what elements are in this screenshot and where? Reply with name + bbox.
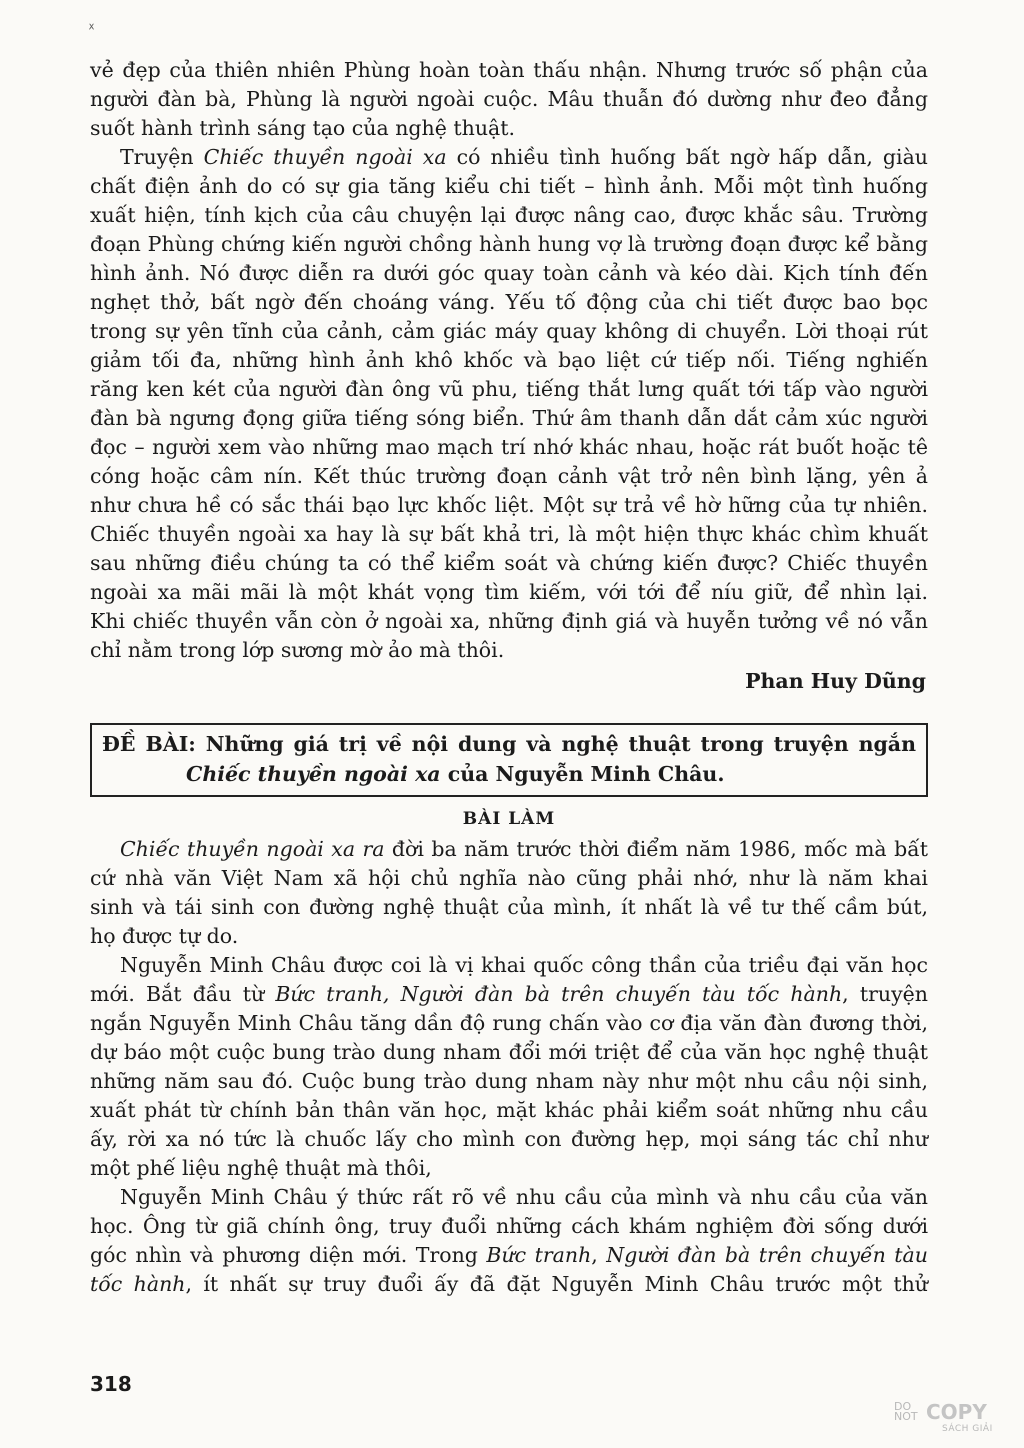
assignment-box [90, 723, 928, 797]
watermark-text: COPY [926, 1400, 987, 1424]
assignment-label: ĐỀ BÀI: [102, 732, 196, 756]
text-line: đọc – người xem vào những mao mạch trí nhớ khác nhau, hoặc rát buốt hoặc tê [90, 435, 928, 459]
text-line: hình ảnh. Nó được diễn ra dưới góc quay toàn cảnh và kéo dài. Kịch tính đến [90, 261, 928, 285]
text-line: một phế liệu nghệ thuật mà thôi, [90, 1156, 432, 1180]
text-line: Nguyễn Minh Châu được coi là vị khai quốc công thần của triều đại văn học [120, 953, 928, 977]
work-title: Bức tranh [486, 1243, 592, 1267]
watermark-text: SÁCH GIẢI [942, 1424, 993, 1434]
essay-paragraph-3 [90, 1183, 928, 1299]
assignment-line [102, 729, 916, 759]
text-line: người đàn bà, Phùng là người ngoài cuộc. Mâu thuẫn đó dường như đeo đẳng [90, 87, 928, 111]
text-line: cứ nhà văn Việt Nam xã hội chủ nghĩa nào cũng phải nhớ, như là năm khai [90, 866, 928, 890]
watermark-logo [894, 1400, 998, 1438]
essay-heading: BÀI LÀM [462, 809, 556, 829]
text-line: học. Ông từ giã chính ông, truy đuổi những cách khám nghiệm đời sống dưới [90, 1214, 928, 1238]
text-line: những năm sau đó. Cuộc bung trào dung nham này như một nhu cầu nội sinh, [90, 1069, 928, 1093]
text-line: Chiếc thuyền ngoài xa hay là sự bất khả tri, là một hiện thực khác chìm khuất [90, 522, 928, 546]
page-number: 318 [90, 1372, 132, 1396]
assignment-text: của Nguyễn Minh Châu. [440, 762, 725, 786]
text-line [90, 1270, 928, 1299]
text-line: chỉ nằm trong lớp sương mờ ảo mà thôi. [90, 638, 505, 662]
work-title: tốc hành [90, 1272, 186, 1296]
text-fragment: , ít nhất sự truy đuổi ấy đã đặt Nguyễn Minh Châu trước một thử [185, 1272, 928, 1296]
work-title: Bức tranh, Người đàn bà trên chuyến tàu tốc hành [275, 982, 843, 1006]
text-line: Nguyễn Minh Châu ý thức rất rõ về nhu cầu của mình và nhu cầu của văn [120, 1185, 928, 1209]
work-title: Chiếc thuyền ngoài xa [186, 762, 441, 786]
text-line: ngắn Nguyễn Minh Châu tăng dần độ rung chấn vào cơ địa văn đàn đương thời, [90, 1011, 928, 1035]
work-title: Chiếc thuyền ngoài xa [203, 145, 447, 169]
text-fragment: góc nhìn và phương diện mới. Trong [90, 1243, 487, 1267]
text-line: răng ken két của người đàn ông vũ phu, tiếng thắt lưng quất tới tấp vào người [90, 377, 928, 401]
text-fragment: , truyện [842, 982, 928, 1006]
text-line: suốt hành trình sáng tạo của nghệ thuật. [90, 116, 516, 140]
text-line: đoạn Phùng chứng kiến người chồng hành hung vợ là trường đoạn được kể bằng [90, 232, 928, 256]
text-fragment: Truyện [120, 145, 204, 169]
text-line: họ được tự do. [90, 924, 239, 948]
work-title: Chiếc thuyền ngoài xa ra [120, 837, 385, 861]
paragraph-2 [90, 143, 928, 665]
text-line: chất điện ảnh do có sự gia tăng kiểu chi tiết – hình ảnh. Mỗi một tình huống [90, 174, 928, 198]
text-line: trong sự yên tĩnh của cảnh, cảm giác máy quay không di chuyển. Lời thoại rút [90, 319, 928, 343]
watermark-text: DO NOT [894, 1400, 918, 1423]
text-fragment: mới. Bắt đầu từ [90, 982, 276, 1006]
text-line: như chưa hề có sắc thái bạo lực khốc liệt. Một sự trả về hờ hững của tự nhiên. [90, 493, 928, 517]
assignment-line [102, 759, 916, 789]
text-line: xuất phát từ chính bản thân văn học, mặt khác phải kiểm soát những nhu cầu [90, 1098, 928, 1122]
text-line: nghẹt thở, bất ngờ đến choáng váng. Yếu tố động của chi tiết được bao bọc [90, 290, 928, 314]
text-line: ngoài xa mãi mãi là một khát vọng tìm kiếm, với tới để níu giữ, để nhìn lại. [90, 580, 928, 604]
text-line: cóng hoặc câm nín. Kết thúc trường đoạn cảnh vật trở nên bình lặng, yên ả [90, 464, 928, 488]
assignment-text: Những giá trị về nội dung và nghệ thuật trong truyện ngắn [195, 732, 916, 756]
text-fragment: đời ba năm trước thời điểm năm 1986, mốc mà bất [384, 837, 928, 861]
text-line [90, 980, 928, 1009]
paragraph-1 [90, 56, 928, 143]
text-fragment: có nhiều tình huống bất ngờ hấp dẫn, giàu [446, 145, 929, 169]
author-signature: Phan Huy Dũng [745, 669, 926, 693]
text-line: xuất hiện, tính kịch của câu chuyện lại được nâng cao, được khắc sâu. Trường [90, 203, 928, 227]
text-line: vẻ đẹp của thiên nhiên Phùng hoàn toàn thấu nhận. Nhưng trước số phận của [90, 58, 928, 82]
text-fragment: , [591, 1243, 607, 1267]
corner-mark: ᕁ [88, 22, 95, 38]
text-line: Khi chiếc thuyền vẫn còn ở ngoài xa, những định giá và huyễn tưởng về nó vẫn [90, 609, 928, 633]
text-line: sau những điều chúng ta có thể kiểm soát và chứng kiến được? Chiếc thuyền [90, 551, 928, 575]
text-line: ấy, rời xa nó tức là chuốc lấy cho mình con đường hẹp, mọi sáng tác chỉ như [90, 1127, 928, 1151]
page-body [90, 56, 928, 1299]
essay-paragraph-1 [90, 835, 928, 951]
text-line [90, 835, 928, 864]
text-line [90, 1241, 928, 1270]
text-line: đàn bà ngưng đọng giữa tiếng sóng biển. Thứ âm thanh dẫn dắt cảm xúc người [90, 406, 928, 430]
text-line: sinh và tái sinh con đường nghệ thuật của mình, ít nhất là về tư thế cầm bút, [90, 895, 928, 919]
text-line: giảm tối đa, những hình ảnh khô khốc và bạo liệt cứ tiếp nối. Tiếng nghiến [90, 348, 928, 372]
work-title: Người đàn bà trên chuyến tàu [606, 1243, 928, 1267]
text-line: dự báo một cuộc bung trào dung nham đổi mới triệt để của văn học nghệ thuật [90, 1040, 928, 1064]
essay-paragraph-2 [90, 951, 928, 1183]
text-line [90, 143, 928, 172]
